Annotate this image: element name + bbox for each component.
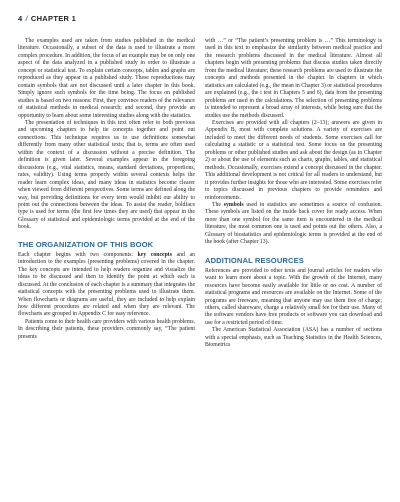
paragraph [18,252,195,319]
left-column [18,38,195,341]
section-heading-additional-resources: ADDITIONAL RESOURCES [205,255,304,265]
right-column [205,38,382,350]
paragraph: The examples used are taken from studies published in the medical literature. Occasionally, a subset of the data is used to illustrate a more complex procedure. In addition, the focus of an example may be on only one aspect of the data analyzed in a published study in order to illustrate a concept or statistical test. To explain certain concepts, tables and graphs are reproduced as they appear in a published study. These reproductions may contain symbols that are not discussed until a later chapter in this book. Simply ignore such symbols for the time being. The focus on published studies is based on two reasons: First, they convince readers of the relevance of statistical methods in medical research; and second, they provide an opportunity to learn about some interesting studies along with the statistics. [18,38,195,119]
text-run: used in statistics are sometimes a source of confusion. These symbols are listed on the inside back cover for ready access. When more than one symbol for the same item is encountered in the medical literature, the most common one is used and points out the others. Also, a Glossary of biostatistics and epidemiologic terms is provided at the end of the book (after Chapter 13). [205,201,382,246]
section-heading-organization: THE ORGANIZATION OF THIS BOOK [18,239,154,249]
paragraph: References are provided to other texts and journal articles for readers who want to learn more about a topic. With the growth of the Internet, many resources have become easily available for little or no cost. A number of statistical programs and resources are available on the Internet. Some of the programs are freeware, meaning that anyone may use them free of charge; others, called shareware, charge a relatively small fee for their use. Many of the software vendors have free products or software you can download and use for a restricted period of time. [205,267,382,326]
text-run: and an introduction to the examples (presenting problems) covered in the chapter. The key concepts are intended to help readers organize and visualize the ideas to be discussed and then to identify the point at which each is discussed. At the conclusion of each chapter is a summary that integrates the statistical concepts with the presenting problems used to illustrate them. When flowcharts or diagrams are useful, they are included to help explain how different procedures are related and when they are relevant. The flowcharts are grouped in Appendix C for easy reference. [18,251,195,318]
text-run: Each chapter begins with two components: [18,251,138,258]
page-number: 4 [18,14,23,23]
running-head-separator: / [25,14,28,23]
paragraph: The presentation of techniques in this text often refer to both previous and upcoming chapters to help tie concepts together and point out connections. This technique requires us to use definitions somewhat differently from many other statistical texts; that is, terms are often used within the context of a discussion without a precise definition. The definition is given later. Several examples appear in the foregoing discussions (e.g., vital statistics, means, standard deviations, proportions, rates, validity). Using terms properly within several contexts helps the reader learn complex ideas, and many ideas in statistics become clearer when viewed from different perspectives. Some terms are defined along the way, but providing definitions for every term would inhibit our ability to point out the connections between the ideas. To assist the reader, boldface type is used for terms (the first few times they are used) that appear in the Glossary of statistical and epidemiologic terms provided at the end of the book. [18,119,195,231]
chapter-label: CHAPTER 1 [30,14,77,23]
glossary-term: key concepts [137,251,172,258]
text-run: The [212,201,224,208]
glossary-term: symbols [223,201,244,208]
paragraph: Patients come to their health care providers with various health problems. In describing their patients, these providers commonly say, “The patient presents [18,318,195,340]
paragraph: Exercises are provided with all chapters (2–13); answers are given in Appendix B, most with complete solutions. A variety of exercises are included to meet the different needs of students. Some exercises call for calculating a statistic or a statistical test. Some focus on the presenting problems or other published studies and ask about the design (as in Chapter 2) or about the use of elements such as charts, graphs, tables, and statistical methods. Occasionally, exercises extend a concept discussed in the chapter. This additional development is not critical for all readers to understand, but it provides further insights for those who are interested. Some exercises refer to topics discussed in previous chapters to provide reminders and reinforcements. [205,119,382,201]
paragraph [205,202,382,247]
paragraph: with …” or “The patient’s presenting problem is …” This terminology is used in this text to emphasize the similarity between medical practice and the research problems discussed in the medical literature. Almost all chapters begin with presenting problems that discuss studies taken directly from the medical literature; these research problems are used to illustrate the concepts and methods presented in the chapter. In chapters in which statistics are calculated (e.g., the mean in Chapter 3) or statistical procedures are explained (e.g., the t test in Chapters 5 and 6), data from the presenting problems are used in the calculations. The selection of presenting problems is intended to represent a broad array of interests, while being sure that the studies use the methods discussed. [205,38,382,119]
running-head [18,14,76,23]
paragraph: The American Statistical Association (ASA) has a number of sections with a special emphasis, such as Teaching Statistics in the Health Sciences, Biometrics [205,327,382,349]
